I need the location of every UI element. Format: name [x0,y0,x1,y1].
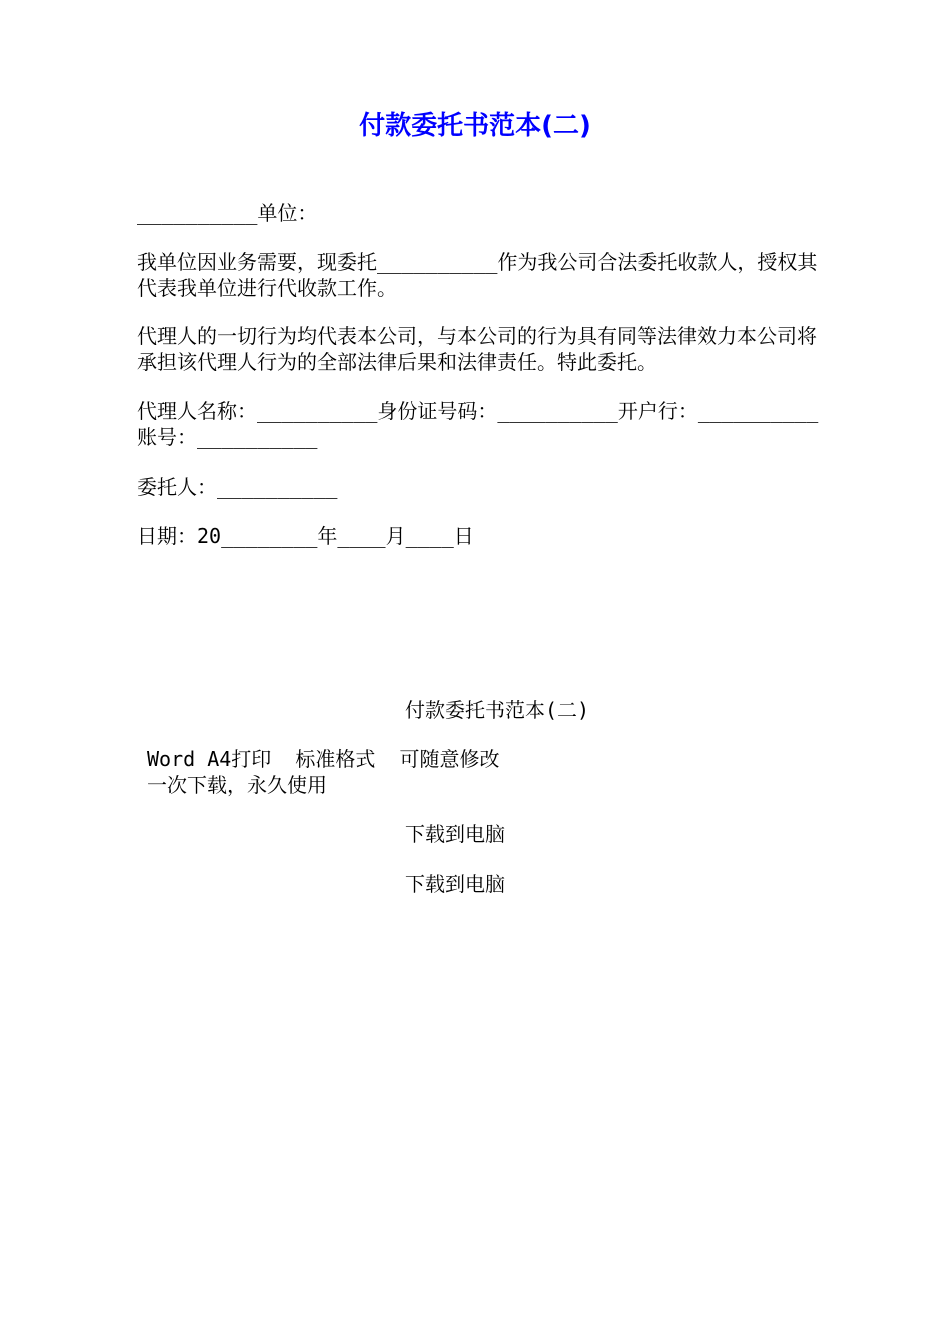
download-to-pc-button[interactable]: 下载到电脑 [405,822,505,846]
authorization-paragraph: 我单位因业务需要，现委托__________作为我公司合法委托收款人，授权其代表我单位进行代收款工作。 [137,250,818,300]
agent-info-line: 代理人名称：__________身份证号码：__________开户行：__________账号：__________ [137,399,819,449]
features-line-2: 一次下载，永久使用 [147,773,327,797]
date-line: 日期：20________年____月____日 [137,524,474,548]
features-line-1: Word A4打印 标准格式 可随意修改 [147,747,500,771]
footer-document-title: 付款委托书范本(二) [405,698,590,722]
principal-line: 委托人：__________ [137,475,338,499]
recipient-unit-line: __________单位： [137,201,318,225]
legal-effect-paragraph: 代理人的一切行为均代表本公司，与本公司的行为具有同等法律效力本公司将承担该代理人行为的全部法律后果和法律责任。特此委托。 [137,324,817,374]
document-title: 付款委托书范本(二) [359,111,591,141]
download-to-pc-button-secondary[interactable]: 下载到电脑 [405,872,505,896]
footer-features [147,746,747,798]
